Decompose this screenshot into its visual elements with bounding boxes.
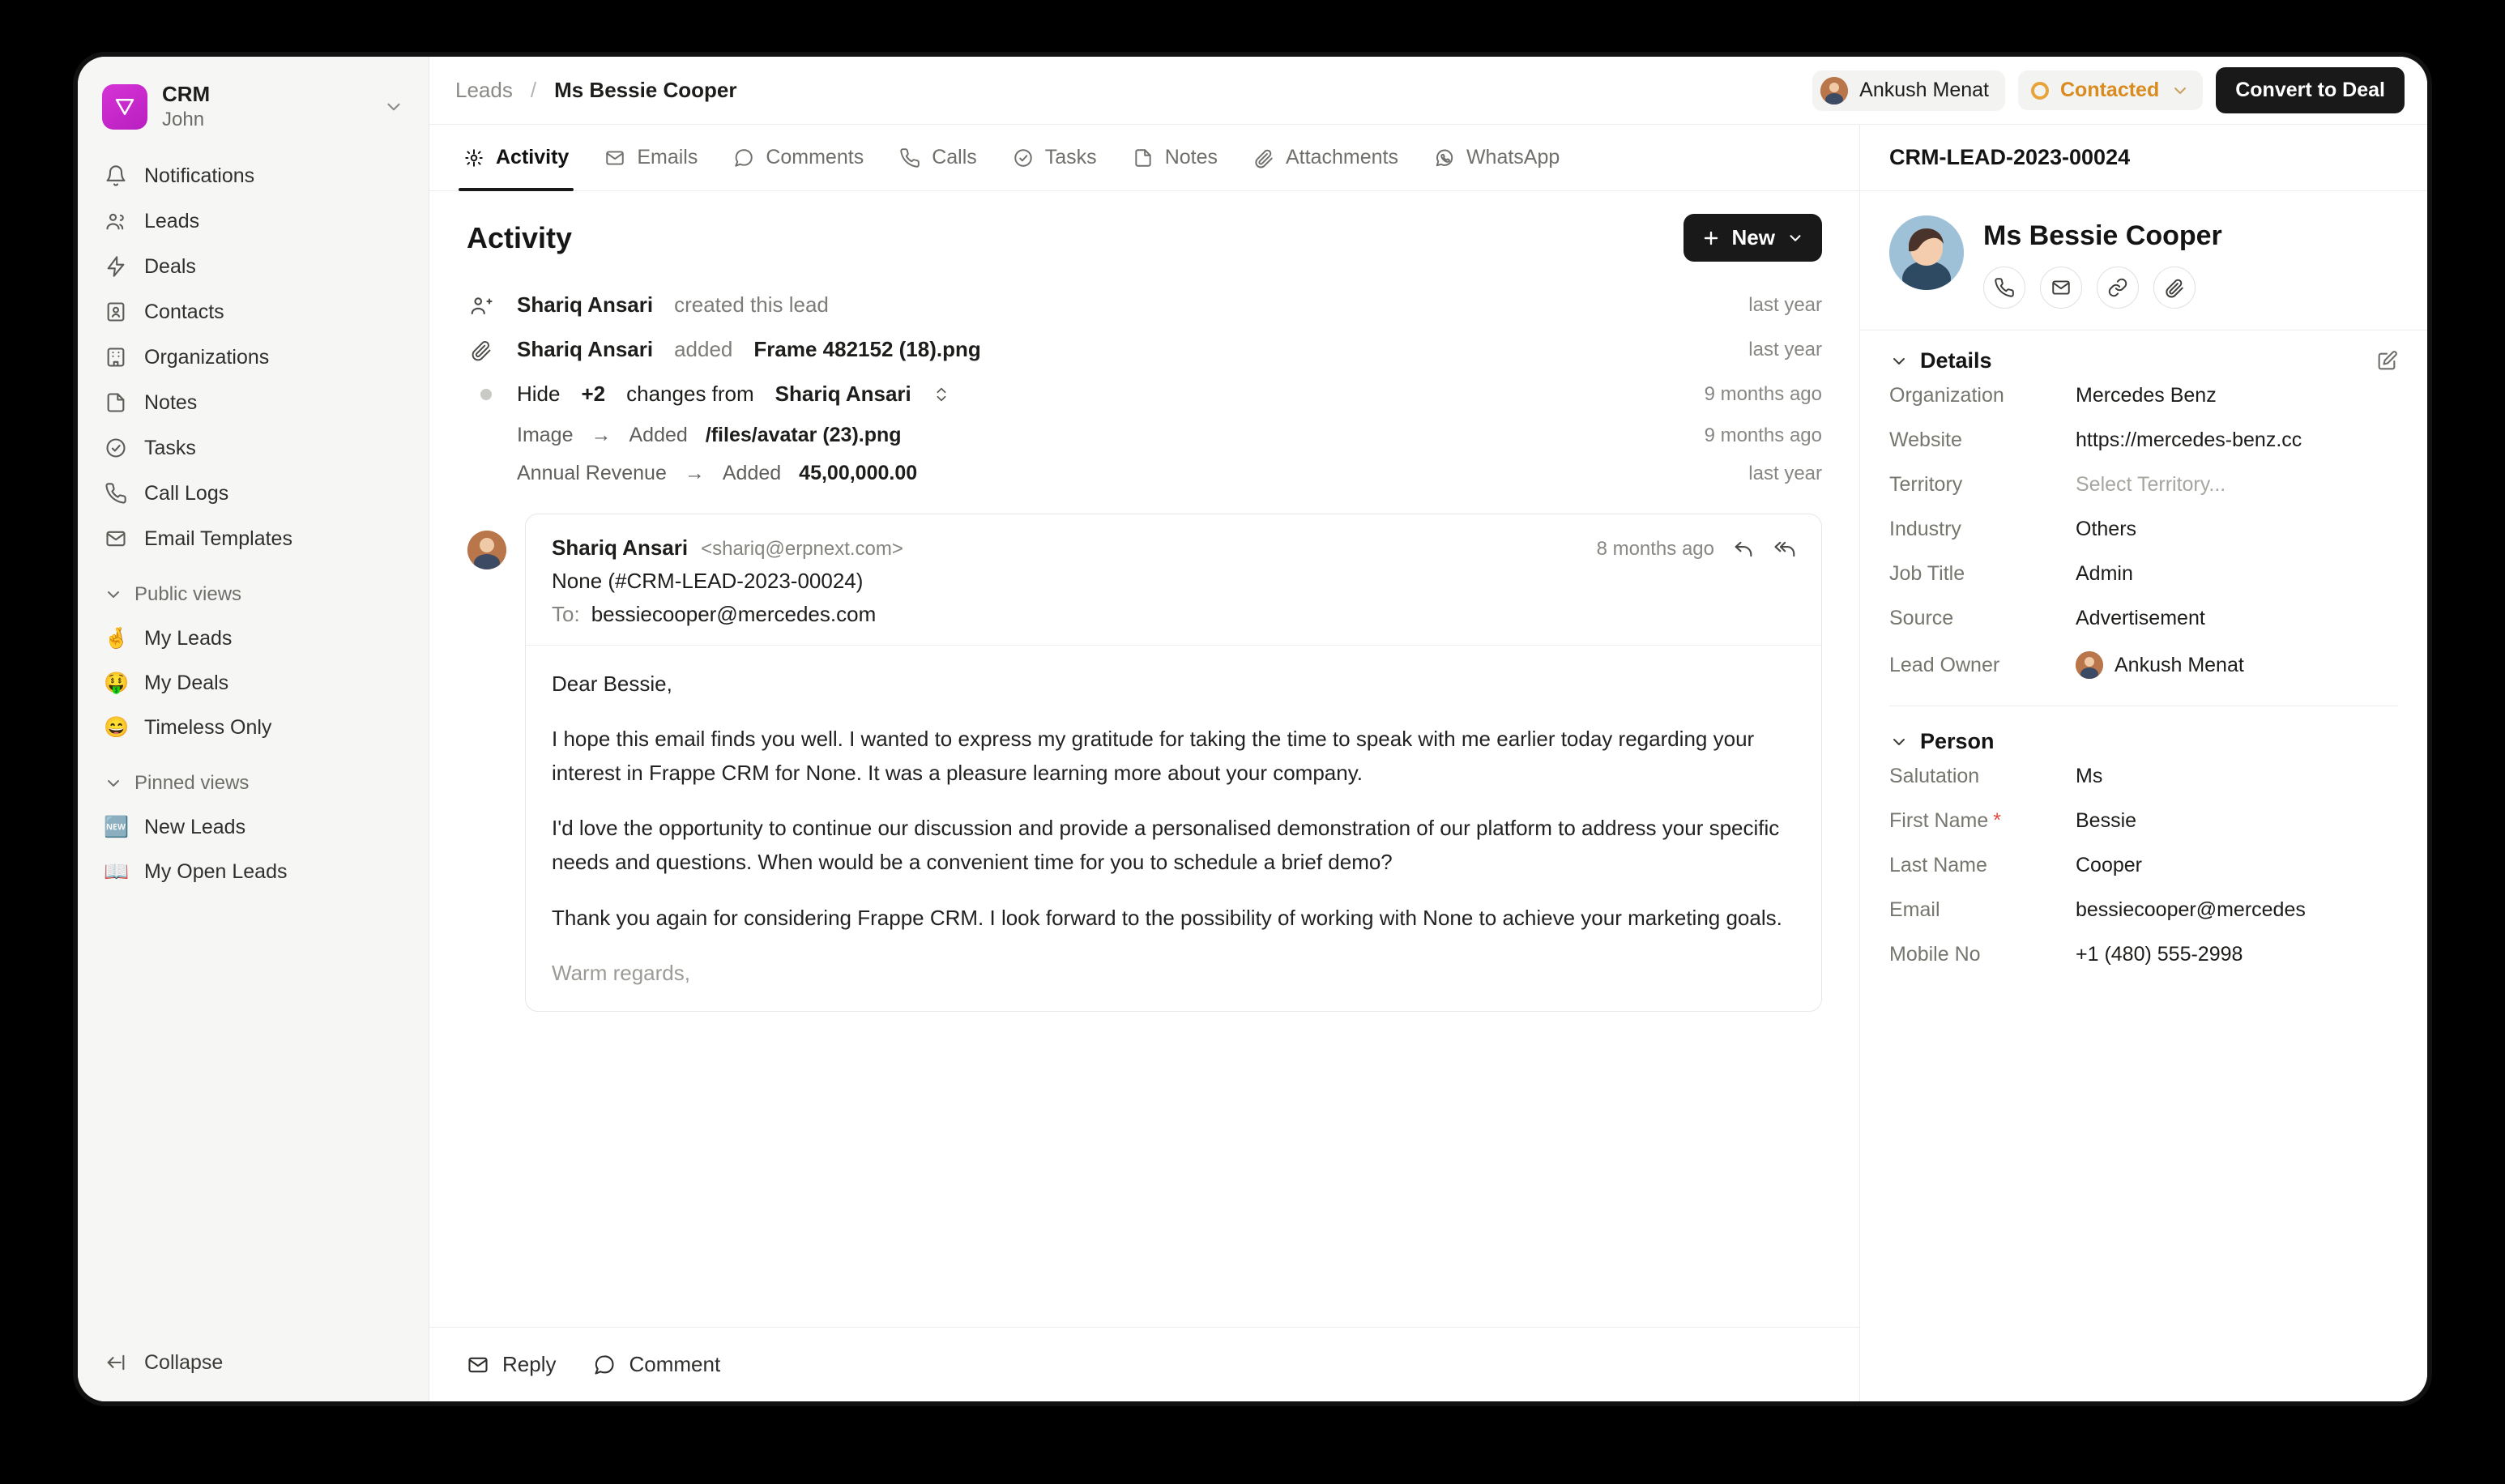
person-section [1860, 711, 2427, 982]
app-window [78, 57, 2427, 1401]
field-last-name[interactable] [1889, 843, 2398, 888]
email-sender-address: <shariq@erpnext.com> [701, 538, 903, 560]
activity-header [467, 214, 1822, 262]
content-split [429, 125, 2427, 1401]
collapse-label: Collapse [144, 1350, 224, 1374]
status-badge[interactable] [2018, 70, 2203, 110]
paperclip-icon [467, 339, 496, 361]
tab-emails[interactable] [590, 125, 712, 190]
sidebar-item-label: Deals [144, 254, 196, 278]
email-to-label: To: [552, 602, 580, 626]
feed-time: last year [1748, 338, 1822, 360]
bullet-icon [480, 389, 492, 400]
field-value: Admin [2076, 562, 2133, 585]
sidebar-item-timeless-only[interactable] [92, 706, 414, 750]
field-label: Job Title [1889, 562, 1965, 585]
person-title: Person [1920, 729, 1995, 753]
sidebar-item-label: Organizations [144, 345, 270, 369]
bell-icon [104, 164, 128, 188]
sidebar-item-label: Notifications [144, 164, 255, 187]
detail-panel [1860, 125, 2427, 1401]
sidebar-item-label: Email Templates [144, 527, 292, 550]
reply-button[interactable] [467, 1352, 556, 1377]
chevron-down-icon [383, 96, 404, 117]
chevron-down-icon [104, 585, 123, 604]
email-time: 8 months ago [1596, 538, 1714, 560]
field-label: First Name * [1889, 809, 2001, 832]
note-icon [1133, 147, 1154, 168]
field-label: Salutation [1889, 765, 1980, 787]
sort-icon[interactable] [932, 385, 950, 404]
tab-label: Emails [637, 146, 698, 168]
phone-icon [104, 481, 128, 505]
arrow-right-icon: → [591, 424, 612, 446]
breadcrumb-current: Ms Bessie Cooper [554, 78, 737, 102]
email-paragraph: Thank you again for considering Frappe CRM. I look forward to the possibility of working with None to achieve your marketing goals. [552, 905, 1782, 930]
collapse-sidebar-button[interactable] [92, 1340, 414, 1385]
feed-actor: Shariq Ansari [517, 292, 654, 317]
main-area [429, 57, 2427, 1401]
sidebar-item-label: My Leads [144, 627, 233, 650]
sidebar [78, 57, 429, 1401]
reply-label: Reply [502, 1352, 557, 1376]
sidebar-item-organizations[interactable] [92, 335, 414, 380]
field-label: Industry [1889, 518, 1961, 540]
top-bar [429, 57, 2427, 125]
feed-action: created this lead [674, 292, 829, 317]
paperclip-icon[interactable] [2153, 267, 2196, 309]
mail-icon[interactable] [2040, 267, 2082, 309]
chevron-down-icon [1786, 229, 1804, 247]
field-label: Last Name [1889, 854, 1987, 876]
bolt-icon [104, 254, 128, 279]
change-action: Added [722, 462, 782, 484]
tab-tasks[interactable] [998, 125, 1112, 190]
change-time: 9 months ago [1704, 424, 1822, 446]
activity-icon [463, 147, 484, 168]
phone-icon[interactable] [1983, 267, 2025, 309]
field-industry[interactable] [1889, 507, 2398, 552]
new-emoji-icon: 🆕 [104, 816, 130, 839]
activity-footer [429, 1327, 1859, 1401]
field-label: Organization [1889, 384, 2004, 407]
sidebar-item-my-open-leads[interactable] [92, 850, 414, 894]
mail-icon [104, 527, 128, 551]
comment-button[interactable] [593, 1352, 720, 1377]
reply-box-icon [467, 1354, 489, 1376]
field-first-name[interactable] [1889, 799, 2398, 843]
avatar [467, 531, 506, 569]
field-value: Ankush Menat [2115, 653, 2244, 676]
section-label: Pinned views [134, 772, 250, 795]
email-paragraph: I hope this email finds you well. I wanted to express my gratitude for taking the time to speak with me earlier today regarding your interest in Frappe CRM for None. It was a pleasure learning more about your company. [552, 727, 1755, 786]
field-value: Bessie [2076, 809, 2137, 832]
change-action: Added [629, 424, 688, 446]
change-value: 45,00,000.00 [799, 462, 918, 484]
breadcrumb-leads[interactable]: Leads [455, 78, 513, 102]
field-email[interactable] [1889, 888, 2398, 932]
tab-bar [429, 125, 1859, 191]
hide-changes-actor: Shariq Ansari [775, 382, 911, 406]
smile-emoji-icon: 😄 [104, 716, 130, 740]
change-field: Annual Revenue [517, 462, 667, 484]
person-header [1860, 191, 2427, 330]
tab-whatsapp[interactable] [1419, 125, 1574, 190]
sidebar-item-label: Leads [144, 209, 200, 232]
sidebar-item-new-leads[interactable] [92, 805, 414, 850]
required-marker: * [1993, 809, 2001, 832]
change-value: /files/avatar (23).png [705, 424, 902, 446]
field-value: Ms [2076, 765, 2103, 787]
field-value: Select Territory... [2076, 473, 2226, 496]
center-column [429, 125, 1860, 1401]
email-card [525, 514, 1822, 1012]
plus-icon [1701, 228, 1721, 248]
email-icon [604, 147, 625, 168]
new-activity-button[interactable] [1684, 214, 1822, 262]
field-job-title[interactable] [1889, 552, 2398, 596]
tab-label: Activity [496, 146, 570, 168]
field-label: Source [1889, 607, 1954, 629]
leads-icon [104, 209, 128, 233]
email-subject: None (#CRM-LEAD-2023-00024) [552, 569, 864, 593]
hand-emoji-icon: 🤞 [104, 627, 130, 650]
contacts-icon [104, 300, 128, 324]
building-icon [104, 345, 128, 369]
person-section-header[interactable] [1889, 729, 2398, 754]
chevron-down-icon [1889, 352, 1909, 371]
record-id: CRM-LEAD-2023-00024 [1860, 125, 2427, 191]
tab-notes[interactable] [1118, 125, 1232, 190]
field-source[interactable] [1889, 596, 2398, 641]
sidebar-item-leads[interactable] [92, 198, 414, 244]
email-closing: Warm regards, [552, 960, 690, 985]
email-recipient-row [552, 602, 1795, 627]
tab-label: Comments [766, 146, 864, 168]
crm-logo-icon [102, 84, 147, 130]
sidebar-item-notifications[interactable] [92, 153, 414, 198]
field-label: Lead Owner [1889, 653, 2000, 676]
reply-icon[interactable] [1732, 538, 1755, 561]
task-icon [1013, 147, 1034, 168]
field-value: Others [2076, 518, 2137, 540]
comment-icon [593, 1354, 616, 1376]
brand-user: John [162, 108, 205, 130]
convert-to-deal-button[interactable]: Convert to Deal [2216, 67, 2405, 113]
feed-item-created [467, 283, 1822, 327]
sidebar-item-tasks[interactable] [92, 425, 414, 471]
book-emoji-icon: 📖 [104, 860, 130, 884]
avatar[interactable] [1889, 215, 1964, 290]
email-paragraph: I'd love the opportunity to continue our discussion and provide a personalised demonstration of our platform to address your specific needs and questions. When would be a convenient time for you to schedule a brief demo? [552, 816, 1780, 875]
collapse-icon [104, 1350, 128, 1375]
field-label: Website [1889, 429, 1962, 451]
email-to-address: bessiecooper@mercedes.com [591, 602, 877, 626]
tab-label: Calls [932, 146, 977, 168]
brand-title: CRM [162, 82, 211, 106]
hide-changes-middle: changes from [626, 382, 754, 406]
tab-attachments[interactable] [1239, 125, 1413, 190]
field-lead-owner[interactable] [1889, 641, 2398, 689]
link-icon[interactable] [2097, 267, 2139, 309]
note-icon [104, 390, 128, 415]
sidebar-nav [92, 153, 414, 894]
edit-square-icon[interactable] [2375, 350, 2398, 373]
quick-actions [1983, 267, 2222, 309]
sidebar-item-label: Timeless Only [144, 716, 272, 740]
money-face-emoji-icon: 🤑 [104, 672, 130, 695]
comment-icon [733, 147, 754, 168]
email-body [552, 646, 1795, 990]
field-value: Cooper [2076, 854, 2142, 876]
field-territory[interactable] [1889, 463, 2398, 507]
whatsapp-icon [1434, 147, 1455, 168]
avatar [1820, 77, 1848, 104]
hide-changes-count: +2 [581, 382, 606, 406]
new-activity-label: New [1731, 225, 1775, 249]
change-field: Image [517, 424, 574, 446]
brand-switcher[interactable] [92, 75, 414, 139]
sidebar-item-my-deals[interactable] [92, 661, 414, 706]
tab-calls[interactable] [885, 125, 992, 190]
email-sender: Shariq Ansari [552, 535, 689, 560]
sidebar-item-label: Call Logs [144, 481, 229, 505]
lead-owner-selector[interactable] [1812, 70, 2005, 111]
chevron-down-icon [1889, 732, 1909, 752]
chevron-down-icon [2170, 81, 2190, 100]
change-time: last year [1748, 462, 1822, 484]
tab-activity[interactable] [449, 125, 583, 190]
sidebar-item-call-logs[interactable] [92, 471, 414, 516]
reply-all-icon[interactable] [1773, 538, 1795, 561]
sidebar-item-notes[interactable] [92, 380, 414, 425]
sidebar-section-public-views[interactable] [92, 573, 414, 616]
email-greeting: Dear Bessie, [552, 672, 672, 696]
field-label: Mobile No [1889, 943, 1981, 966]
email-header [552, 535, 1795, 561]
field-value: bessiecooper@mercedes [2076, 898, 2306, 921]
field-value: Advertisement [2076, 607, 2205, 629]
status-dot-icon [2031, 82, 2049, 100]
tab-label: Tasks [1044, 146, 1097, 168]
field-website[interactable] [1889, 418, 2398, 463]
field-value: Mercedes Benz [2076, 384, 2217, 407]
tab-label: Attachments [1286, 146, 1398, 168]
field-value: https://mercedes-benz.cc [2076, 429, 2302, 451]
breadcrumb-separator: / [530, 78, 537, 102]
field-label: Email [1889, 898, 1940, 921]
comment-label: Comment [629, 1352, 721, 1376]
details-section-header[interactable] [1889, 348, 2398, 373]
sidebar-item-label: Contacts [144, 300, 224, 323]
change-row-image [467, 416, 1822, 454]
feed-time: 9 months ago [1704, 382, 1822, 405]
sidebar-item-my-leads[interactable] [92, 616, 414, 661]
tab-label: WhatsApp [1466, 146, 1560, 168]
phone-icon [899, 147, 920, 168]
lead-owner-value [2076, 651, 2244, 679]
sidebar-item-label: New Leads [144, 816, 246, 839]
change-row-annual-revenue [467, 454, 1822, 493]
field-organization[interactable] [1889, 373, 2398, 418]
sidebar-item-label: Notes [144, 390, 198, 414]
sidebar-item-deals[interactable] [92, 244, 414, 289]
feed-action: added [674, 337, 733, 361]
details-title: Details [1920, 348, 1992, 373]
tab-comments[interactable] [719, 125, 878, 190]
activity-feed [429, 191, 1859, 1327]
details-section [1860, 330, 2427, 711]
sidebar-item-label: Tasks [144, 436, 196, 459]
person-name: Ms Bessie Cooper [1983, 220, 2222, 251]
feed-item-attachment [467, 327, 1822, 372]
paperclip-icon [1253, 147, 1274, 168]
field-label: Territory [1889, 473, 1963, 496]
feed-time: last year [1748, 293, 1822, 316]
section-label: Public views [134, 583, 242, 606]
lead-owner-name: Ankush Menat [1859, 79, 1989, 101]
email-actions [1597, 538, 1795, 561]
field-salutation[interactable] [1889, 754, 2398, 799]
field-value: +1 (480) 555-2998 [2076, 943, 2243, 966]
check-circle-icon [104, 436, 128, 460]
chevron-down-icon [104, 774, 123, 793]
sidebar-item-label: My Open Leads [144, 860, 288, 884]
feed-actor: Shariq Ansari [517, 337, 654, 361]
avatar [2076, 651, 2103, 679]
sidebar-section-pinned-views[interactable] [92, 761, 414, 805]
sidebar-item-contacts[interactable] [92, 289, 414, 335]
status-label: Contacted [2060, 79, 2160, 101]
tab-label: Notes [1164, 146, 1218, 168]
person-added-icon [467, 293, 496, 318]
page-title: Activity [467, 220, 573, 254]
field-mobile-no[interactable] [1889, 932, 2398, 977]
feed-subject: Frame 482152 (18).png [753, 337, 981, 361]
hide-changes-prefix: Hide [517, 382, 561, 406]
feed-item-hide-changes[interactable] [467, 372, 1822, 416]
sidebar-item-email-templates[interactable] [92, 516, 414, 561]
sidebar-item-label: My Deals [144, 672, 229, 695]
arrow-right-icon: → [684, 462, 705, 484]
